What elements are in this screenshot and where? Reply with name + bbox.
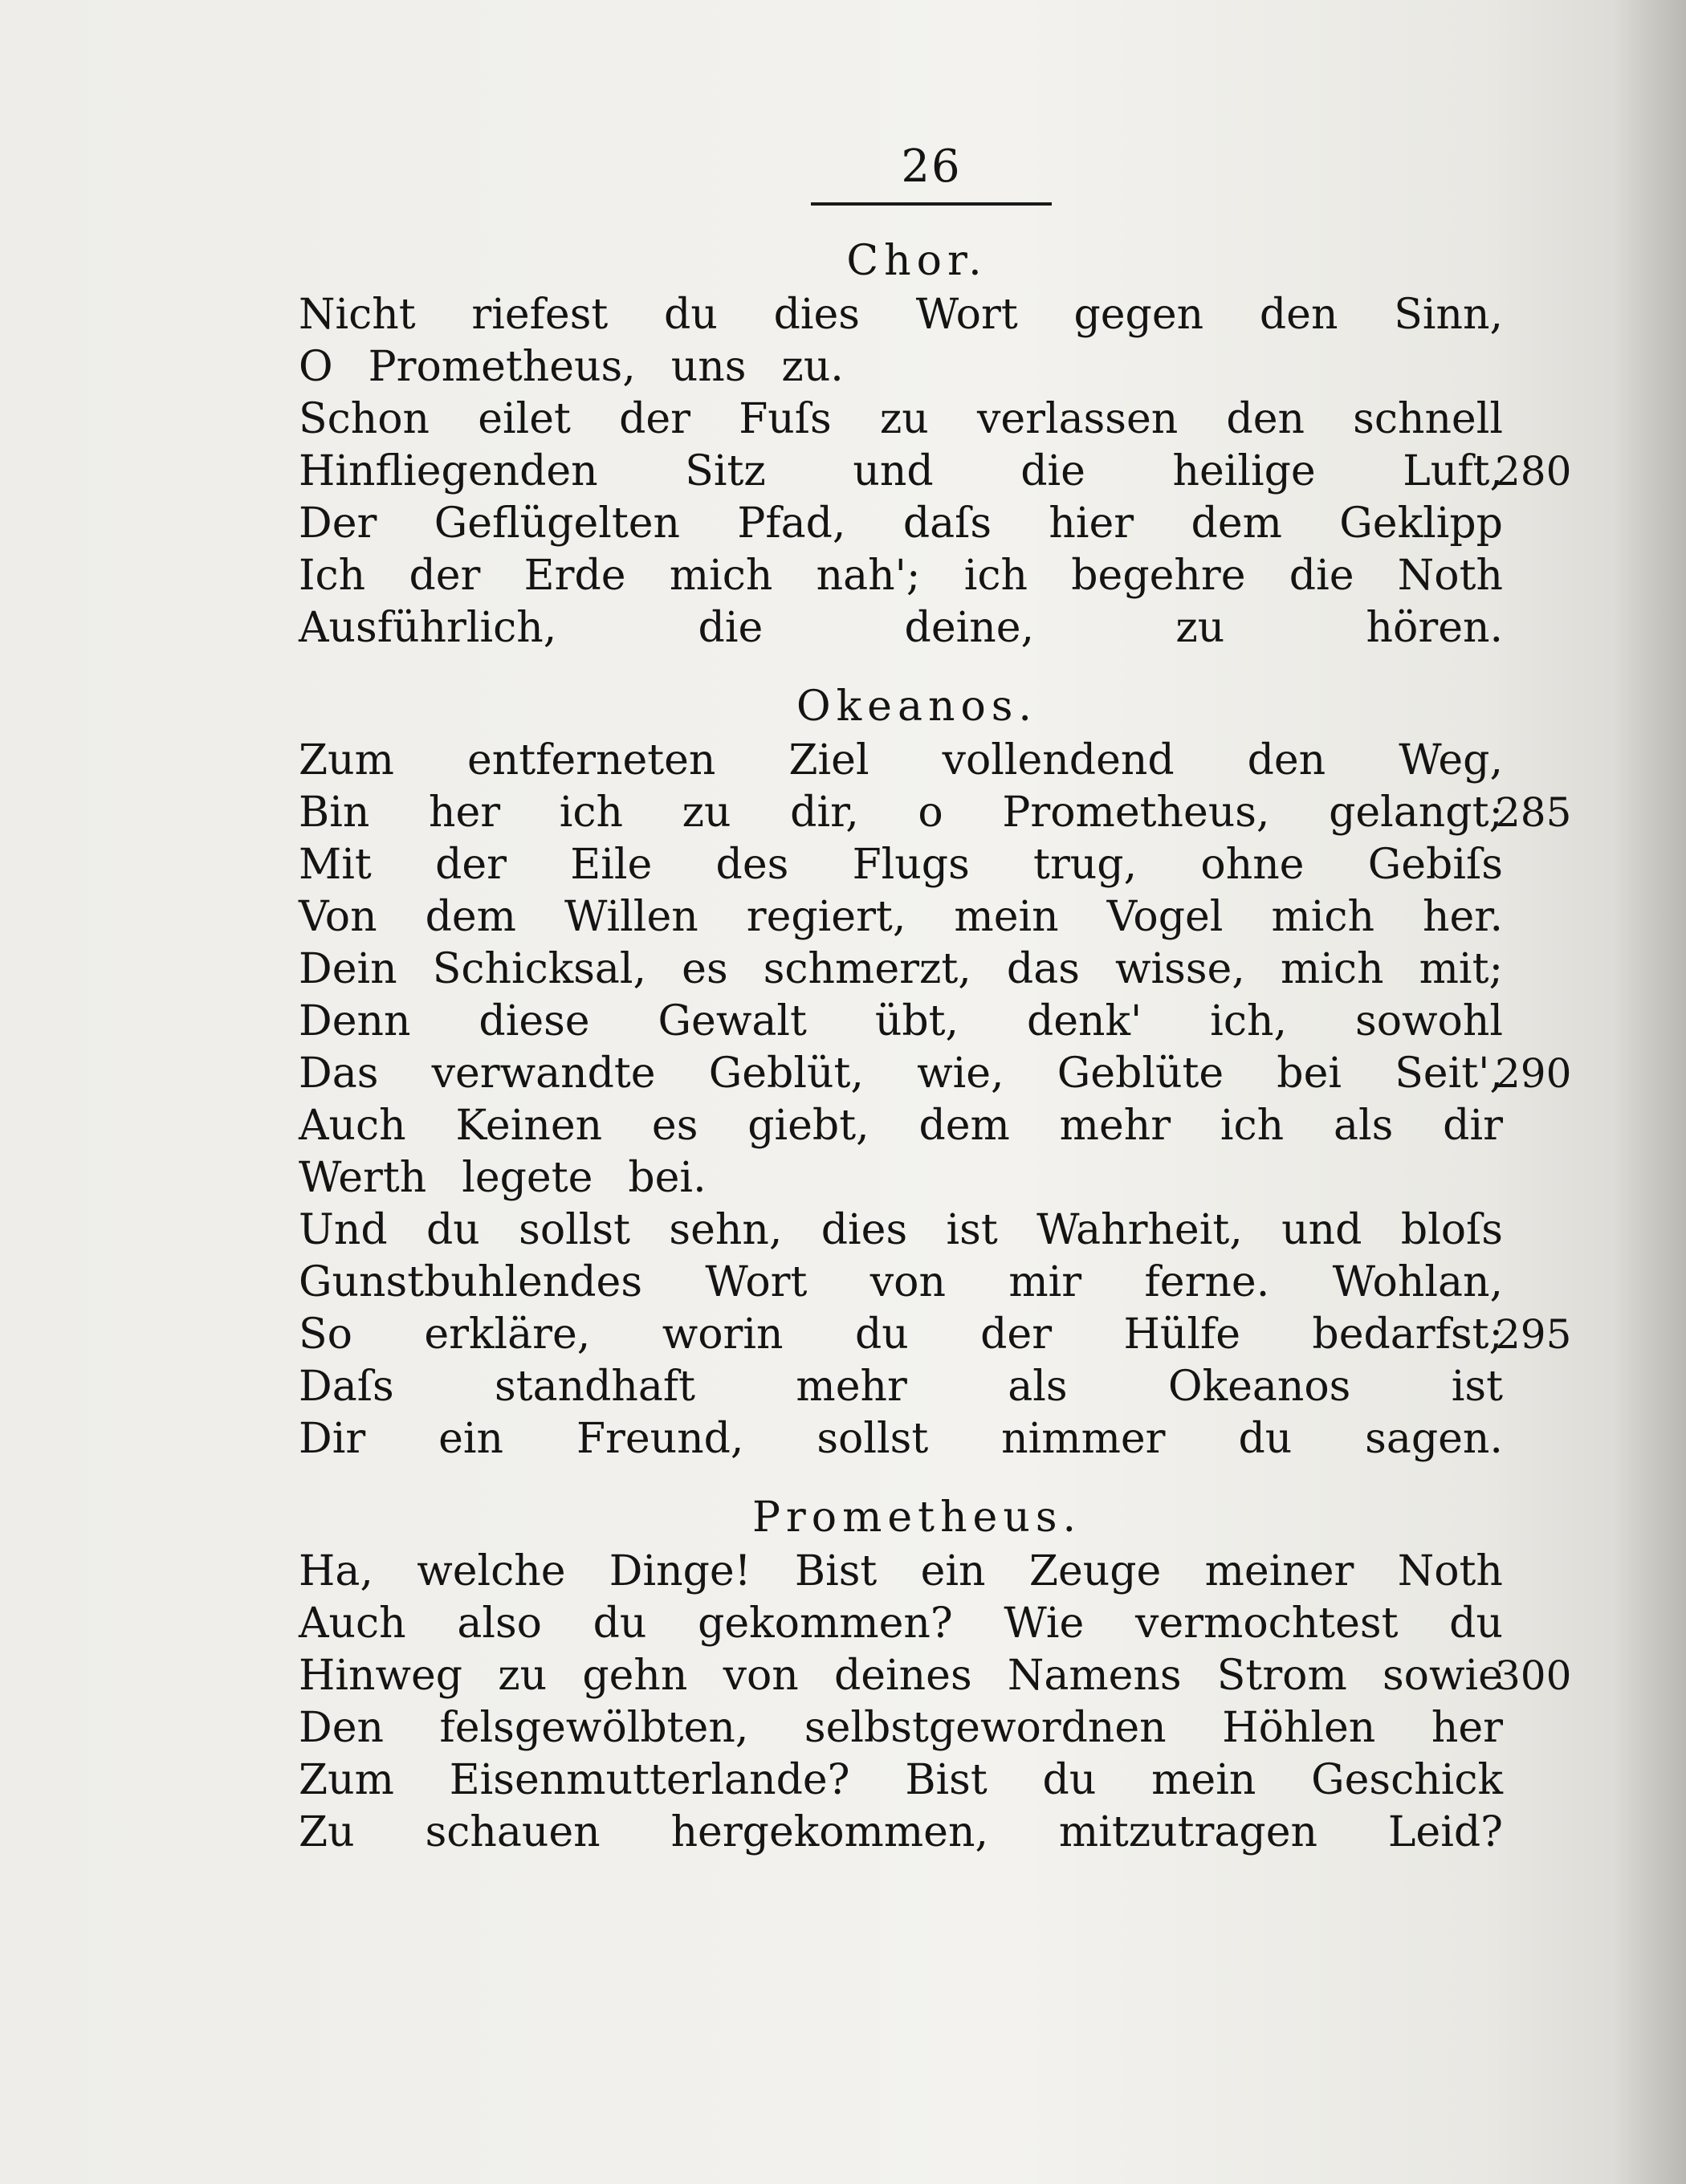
verse-line (299, 1650, 1572, 1702)
verse-word: sehn, (669, 1206, 783, 1254)
verse-word: Auch (299, 1102, 406, 1150)
verse-word: mich (1280, 945, 1384, 993)
verse-word: den (1247, 736, 1326, 784)
speaker-heading: Prometheus. (751, 1493, 1082, 1542)
verse-word: zu (682, 788, 731, 837)
line-number: 295 (1495, 1311, 1572, 1358)
section-okeanos (299, 678, 1572, 1465)
verse-word: entferneten (466, 736, 716, 784)
verse-word: übt, (874, 997, 959, 1045)
verse-word: selbstgewordnen (804, 1704, 1167, 1752)
verse-line (299, 1702, 1503, 1754)
verse-word: Okeanos (1167, 1363, 1351, 1411)
verse-word: als (1008, 1363, 1068, 1411)
verse-line (299, 446, 1572, 498)
verse-word: deine, (904, 604, 1035, 652)
verse-word: schnell (1353, 395, 1503, 443)
verse-word: Höhlen (1222, 1704, 1376, 1752)
verse-word: Geschick (1311, 1756, 1503, 1804)
verse-word: mitzutragen (1058, 1808, 1317, 1856)
verse-word: also (457, 1599, 542, 1648)
verse-word: den (1259, 291, 1338, 339)
verse-word: mich (669, 552, 773, 600)
verse-word: Eile (570, 841, 653, 889)
verse-word: Dein (299, 945, 397, 993)
verse-line (299, 1204, 1503, 1257)
verse-word: giebt, (747, 1102, 869, 1150)
verse-word: Und (299, 1206, 388, 1254)
verse-word: den (1226, 395, 1305, 443)
verse-lines (299, 735, 1572, 1465)
verse-word: hier (1049, 499, 1134, 548)
verse-word: gelangt; (1329, 788, 1503, 837)
verse-word: Pfad, (737, 499, 846, 548)
line-number: 280 (1495, 448, 1572, 495)
verse-word: heilige (1172, 447, 1316, 495)
verse-word: Auch (299, 1599, 406, 1648)
line-number: 290 (1495, 1050, 1572, 1097)
verse-line (299, 1100, 1503, 1152)
verse-word: ohne (1200, 841, 1305, 889)
verse-word: sagen. (1365, 1415, 1503, 1463)
verse-word: sowie (1383, 1652, 1503, 1700)
verse-word: der (409, 552, 481, 600)
verse-word: Schon (299, 395, 430, 443)
verse-word: die (698, 604, 764, 652)
verse-word: zu (879, 395, 929, 443)
verse-word: Bist (794, 1547, 878, 1595)
verse-word: Erde (523, 552, 626, 600)
verse-word: mehr (1059, 1102, 1171, 1150)
verse-word: Freund, (576, 1415, 744, 1463)
verse-word: gegen (1073, 291, 1204, 339)
section-chor (299, 233, 1572, 654)
verse-word: dem (425, 893, 516, 941)
page-edge-shadow (1614, 0, 1686, 2184)
verse-word: wisse, (1115, 945, 1245, 993)
speaker-heading: Chor. (846, 237, 988, 285)
verse-word: Daſs (299, 1363, 394, 1411)
verse-word: her. (1423, 893, 1503, 941)
verse-word: Dir (299, 1415, 366, 1463)
verse-word: mich (1271, 893, 1374, 941)
verse-lines (299, 289, 1572, 654)
verse-word: mehr (796, 1363, 907, 1411)
verse-word: der (619, 395, 691, 443)
verse-word: dir (1443, 1102, 1503, 1150)
verse-line (299, 839, 1503, 891)
verse-word: bedarfst; (1312, 1310, 1503, 1359)
verse-word: vermochtest (1135, 1599, 1399, 1648)
verse-word: verlassen (976, 395, 1179, 443)
verse-word: du (664, 291, 718, 339)
verse-word: diese (479, 997, 590, 1045)
verse-word: Willen (564, 893, 698, 941)
verse-word: schauen (425, 1808, 601, 1856)
verse-line (299, 787, 1572, 839)
verse-word: Nicht (299, 291, 416, 339)
verse-word: Sitz (685, 447, 766, 495)
verse-word: mein (1151, 1756, 1256, 1804)
verse-word: So (299, 1310, 352, 1359)
verse-word: Gunstbuhlendes (299, 1258, 643, 1306)
verse-word: uns (670, 343, 747, 391)
verse-word: Das (299, 1049, 379, 1098)
verse-word: daſs (902, 499, 992, 548)
section-prometheus (299, 1489, 1572, 1859)
verse-word: dies (773, 291, 860, 339)
verse-line (299, 735, 1503, 787)
verse-word: ein (438, 1415, 504, 1463)
verse-word: Wort (915, 291, 1018, 339)
verse-word: Prometheus, (368, 343, 636, 391)
verse-word: Den (299, 1704, 384, 1752)
verse-word: Sinn, (1394, 291, 1503, 339)
verse-word: Flugs (852, 841, 970, 889)
verse-word: standhaft (495, 1363, 696, 1411)
verse-lines (299, 1546, 1572, 1859)
verse-word: dem (1191, 499, 1282, 548)
verse-word: Eisenmutterlande? (449, 1756, 850, 1804)
verse-word: deines (833, 1652, 972, 1700)
verse-word: Ziel (788, 736, 869, 784)
verse-word: du (426, 1206, 480, 1254)
verse-word: nah'; (816, 552, 921, 600)
verse-word: denk' (1026, 997, 1142, 1045)
verse-word: Zeuge (1028, 1547, 1162, 1595)
verse-word: Wohlan, (1332, 1258, 1503, 1306)
verse-word: Hülfe (1123, 1310, 1240, 1359)
verse-word: eilet (478, 395, 571, 443)
verse-word: Ich (299, 552, 366, 600)
verse-word: regiert, (746, 893, 906, 941)
verse-line (299, 393, 1503, 446)
verse-line (299, 498, 1503, 550)
verse-word: der (980, 1310, 1053, 1359)
verse-word: dies (821, 1206, 908, 1254)
verse-word: her (1431, 1704, 1503, 1752)
verse-word: hören. (1366, 604, 1503, 652)
verse-word: Mit (299, 841, 372, 889)
verse-word: Zum (299, 736, 394, 784)
verse-line (299, 550, 1503, 602)
verse-word: Gewalt (658, 997, 807, 1045)
verse-word: mit; (1419, 945, 1503, 993)
verse-line (299, 1546, 1503, 1598)
verse-line (299, 1754, 1503, 1807)
verse-word: du (1238, 1415, 1293, 1463)
verse-word: Geblüt, (708, 1049, 864, 1098)
verse-word: und (1281, 1206, 1362, 1254)
verse-word: O (299, 343, 333, 391)
verse-word: mein (954, 893, 1059, 941)
verse-word: riefest (471, 291, 609, 339)
verse-word: bei. (628, 1154, 707, 1202)
verse-word: welche (417, 1547, 566, 1595)
verse-word: Weg, (1399, 736, 1503, 784)
verse-word: Ha, (299, 1547, 373, 1595)
verse-word: von (723, 1652, 799, 1700)
verse-word: es (651, 1102, 698, 1150)
verse-word: erkläre, (424, 1310, 591, 1359)
page-number: 26 (901, 141, 962, 193)
verse-word: Zu (299, 1808, 355, 1856)
verse-line (299, 1361, 1503, 1413)
verse-word: ferne. (1144, 1258, 1270, 1306)
verse-word: Fuſs (739, 395, 832, 443)
verse-word: ich (559, 788, 623, 837)
verse-word: des (715, 841, 789, 889)
verse-word: Prometheus, (1002, 788, 1270, 837)
verse-line (299, 1309, 1572, 1361)
verse-word: Luft, (1403, 447, 1503, 495)
verse-word: dir, (790, 788, 859, 837)
verse-word: Geblüte (1057, 1049, 1224, 1098)
verse-word: Noth (1397, 1547, 1503, 1595)
verse-word: Leid? (1387, 1808, 1503, 1856)
page-number-rule (811, 202, 1052, 206)
verse-word: hergekommen, (670, 1808, 988, 1856)
verse-word: ich (963, 552, 1028, 600)
verse-line (299, 1598, 1503, 1650)
verse-word: und (853, 447, 934, 495)
line-number: 300 (1495, 1652, 1572, 1699)
verse-word: Noth (1397, 552, 1503, 600)
verse-line (299, 602, 1503, 654)
verse-line (299, 1807, 1503, 1859)
verse-word: Wahrheit, (1036, 1206, 1243, 1254)
verse-word: von (869, 1258, 946, 1306)
verse-word: Strom (1216, 1652, 1347, 1700)
verse-word: das (1006, 945, 1080, 993)
verse-line (299, 1257, 1503, 1309)
verse-word: du (593, 1599, 647, 1648)
verse-word: gekommen? (698, 1599, 953, 1648)
verse-word: es (682, 945, 728, 993)
verse-word: Dinge! (609, 1547, 751, 1595)
verse-word: gehn (582, 1652, 688, 1700)
verse-word: zu. (781, 343, 844, 391)
verse-word: Keinen (455, 1102, 603, 1150)
verse-word: Ausführlich, (299, 604, 557, 652)
verse-word: sollst (817, 1415, 929, 1463)
verse-word: verwandte (431, 1049, 656, 1098)
verse-line (299, 943, 1503, 996)
verse-word: du (1042, 1756, 1097, 1804)
verse-line (299, 289, 1503, 341)
verse-text (299, 233, 1572, 1859)
verse-word: wie, (917, 1049, 1004, 1098)
verse-word: Der (299, 499, 377, 548)
verse-word: zu (1175, 604, 1225, 652)
verse-word: ich, (1210, 997, 1288, 1045)
verse-word: die (1020, 447, 1085, 495)
verse-word: Bist (905, 1756, 988, 1804)
verse-line (299, 891, 1503, 943)
verse-word: o (918, 788, 943, 837)
verse-word: nimmer (1001, 1415, 1166, 1463)
verse-line (299, 1152, 1503, 1204)
verse-word: sollst (519, 1206, 631, 1254)
verse-word: ist (946, 1206, 998, 1254)
verse-word: bei (1277, 1049, 1342, 1098)
verse-word: mir (1008, 1258, 1082, 1306)
verse-word: trug, (1033, 841, 1138, 889)
verse-word: meiner (1204, 1547, 1354, 1595)
verse-word: ich (1220, 1102, 1285, 1150)
verse-word: her (428, 788, 501, 837)
verse-word: Wie (1004, 1599, 1085, 1648)
verse-word: dem (918, 1102, 1010, 1150)
verse-word: Denn (299, 997, 411, 1045)
verse-word: Bin (299, 788, 370, 837)
verse-word: schmerzt, (763, 945, 971, 993)
verse-word: begehre (1071, 552, 1246, 600)
verse-word: zu (498, 1652, 548, 1700)
verse-word: ist (1451, 1363, 1503, 1411)
verse-word: Von (299, 893, 377, 941)
verse-line (299, 1048, 1572, 1100)
verse-word: sowohl (1355, 997, 1503, 1045)
verse-line (299, 1413, 1503, 1465)
verse-word: du (854, 1310, 909, 1359)
verse-word: die (1289, 552, 1354, 600)
verse-word: Namens (1007, 1652, 1182, 1700)
verse-word: Vogel (1106, 893, 1224, 941)
verse-word: worin (662, 1310, 784, 1359)
verse-word: Wort (705, 1258, 808, 1306)
verse-word: als (1334, 1102, 1394, 1150)
verse-word: felsgewölbten, (439, 1704, 749, 1752)
verse-word: du (1449, 1599, 1503, 1648)
verse-word: Hinfliegenden (299, 447, 598, 495)
verse-word: Zum (299, 1756, 394, 1804)
verse-line (299, 996, 1503, 1048)
verse-word: ein (920, 1547, 986, 1595)
verse-word: Geklipp (1339, 499, 1503, 548)
verse-word: Seit', (1395, 1049, 1503, 1098)
verse-word: Werth (299, 1154, 427, 1202)
verse-word: Geflügelten (434, 499, 681, 548)
verse-word: legete (462, 1154, 593, 1202)
verse-word: Schicksal, (432, 945, 647, 993)
verse-word: der (435, 841, 507, 889)
verse-line (299, 341, 1503, 393)
verse-word: Hinweg (299, 1652, 463, 1700)
verse-word: bloſs (1400, 1206, 1503, 1254)
speaker-heading: Okeanos. (796, 682, 1037, 731)
verse-word: vollendend (942, 736, 1175, 784)
line-number: 285 (1495, 789, 1572, 836)
verse-word: Gebiſs (1367, 841, 1503, 889)
